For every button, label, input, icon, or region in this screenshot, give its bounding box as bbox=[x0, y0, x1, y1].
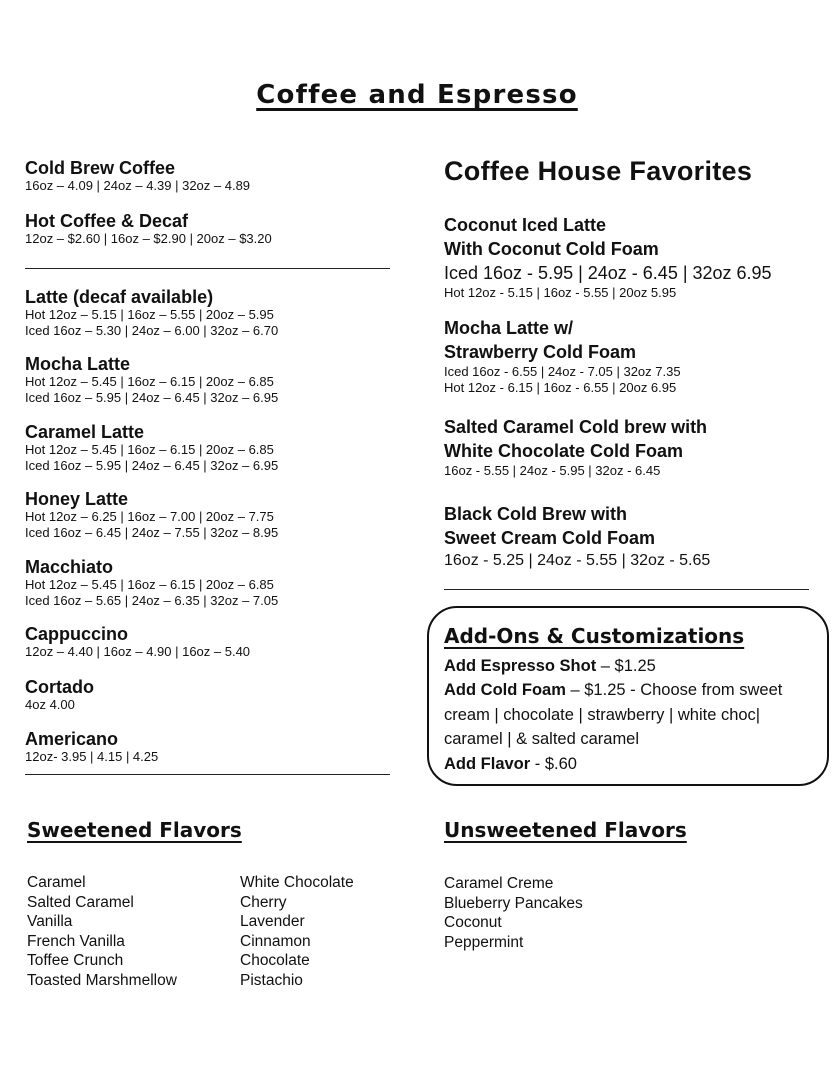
item-name: Mocha Latte bbox=[25, 354, 131, 374]
item-price-line: 12oz- 3.95 | 4.15 | 4.25 bbox=[25, 749, 159, 764]
flavor-item: Lavender bbox=[240, 913, 305, 930]
addon-foam-options: caramel | & salted caramel bbox=[444, 730, 640, 748]
item-name: Americano bbox=[25, 729, 119, 749]
menu-item-honey-latte bbox=[25, 489, 405, 541]
flavor-item: Vanilla bbox=[27, 913, 73, 930]
item-price-line: Iced 16oz – 6.45 | 24oz – 7.55 | 32oz – 8.95 bbox=[25, 525, 279, 540]
sweetened-list-col2 bbox=[240, 873, 354, 990]
item-price-line: 16oz - 5.25 | 24oz - 5.55 | 32oz - 5.65 bbox=[444, 552, 711, 569]
addon-cold-foam bbox=[444, 678, 782, 702]
divider bbox=[25, 268, 390, 269]
menu-item-hot-coffee bbox=[25, 211, 405, 247]
menu-item-americano bbox=[25, 729, 405, 765]
addon-price: – $1.25 - Choose from sweet bbox=[565, 681, 783, 699]
menu-item-cold-brew bbox=[25, 158, 405, 194]
menu-item-latte bbox=[25, 287, 405, 339]
flavor-item: Salted Caramel bbox=[27, 893, 134, 911]
item-price-line: 16oz – 4.09 | 24oz – 4.39 | 32oz – 4.89 bbox=[25, 178, 251, 193]
item-price-line: Hot 12oz – 5.45 | 16oz – 6.15 | 20oz – 6.85 bbox=[25, 442, 274, 457]
favorite-salted-caramel bbox=[444, 415, 829, 479]
item-name: Cortado bbox=[25, 677, 94, 697]
flavor-item: Cherry bbox=[240, 893, 287, 911]
item-price-line: Hot 12oz – 5.45 | 16oz – 6.15 | 20oz – 6.85 bbox=[25, 577, 274, 592]
item-name: Black Cold Brew with bbox=[444, 504, 628, 524]
addon-price: - $.60 bbox=[530, 755, 577, 773]
item-name: Caramel Latte bbox=[25, 422, 145, 442]
flavor-item: Toasted Marshmellow bbox=[27, 971, 177, 989]
addon-label: Add Cold Foam bbox=[444, 681, 566, 699]
addon-label: Add Flavor bbox=[444, 755, 531, 773]
flavor-item: Peppermint bbox=[444, 933, 524, 951]
favorite-black-cold-brew bbox=[444, 502, 829, 572]
item-name: Coconut Iced Latte bbox=[444, 215, 607, 235]
menu-item-mocha-latte bbox=[25, 354, 405, 406]
item-price-line: 4oz 4.00 bbox=[25, 697, 75, 712]
addon-espresso bbox=[444, 654, 656, 678]
item-name: Latte (decaf available) bbox=[25, 287, 214, 307]
flavor-item: Caramel bbox=[27, 874, 86, 891]
sweetened-list-col1 bbox=[27, 873, 177, 990]
page-title: Coffee and Espresso bbox=[256, 80, 578, 110]
item-price-line: Iced 16oz – 5.65 | 24oz – 6.35 | 32oz – 7.05 bbox=[25, 593, 279, 608]
divider bbox=[25, 774, 390, 775]
item-price-line: 16oz - 5.55 | 24oz - 5.95 | 32oz - 6.45 bbox=[444, 463, 661, 478]
item-price-line: Hot 12oz - 5.15 | 16oz - 5.55 | 20oz 5.95 bbox=[444, 285, 677, 300]
addon-label: Add Espresso Shot bbox=[444, 657, 597, 675]
menu-item-macchiato bbox=[25, 557, 405, 609]
flavor-item: Cinnamon bbox=[240, 932, 311, 950]
flavor-item: Caramel Creme bbox=[444, 875, 554, 892]
menu-item-caramel-latte bbox=[25, 422, 405, 474]
item-price-line: 12oz – $2.60 | 16oz – $2.90 | 20oz – $3.20 bbox=[25, 231, 272, 246]
divider bbox=[444, 589, 809, 590]
addons-heading: Add-Ons & Customizations bbox=[444, 624, 745, 648]
sweetened-heading: Sweetened Flavors bbox=[27, 818, 242, 842]
flavor-item: Pistachio bbox=[240, 971, 303, 989]
flavor-item: French Vanilla bbox=[27, 932, 125, 950]
item-price-line: Iced 16oz - 6.55 | 24oz - 7.05 | 32oz 7.35 bbox=[444, 364, 681, 379]
flavor-item: Coconut bbox=[444, 914, 502, 931]
favorite-mocha-strawberry bbox=[444, 316, 829, 396]
item-price-line: Hot 12oz – 5.45 | 16oz – 6.15 | 20oz – 6.85 bbox=[25, 374, 274, 389]
item-price-line: Hot 12oz – 5.15 | 16oz – 5.55 | 20oz – 5.95 bbox=[25, 307, 274, 322]
item-price-line: Iced 16oz - 5.95 | 24oz - 6.45 | 32oz 6.95 bbox=[444, 263, 772, 283]
item-price-line: 12oz – 4.40 | 16oz – 4.90 | 16oz – 5.40 bbox=[25, 644, 251, 659]
item-price-line: Hot 12oz – 6.25 | 16oz – 7.00 | 20oz – 7.75 bbox=[25, 509, 274, 524]
unsweetened-list bbox=[444, 874, 583, 952]
flavor-item: Toffee Crunch bbox=[27, 952, 124, 969]
flavor-item: Blueberry Pancakes bbox=[444, 894, 583, 912]
item-name: Macchiato bbox=[25, 557, 114, 577]
item-name: Honey Latte bbox=[25, 489, 129, 509]
unsweetened-heading: Unsweetened Flavors bbox=[444, 818, 687, 842]
addon-price: – $1.25 bbox=[596, 657, 656, 675]
addon-foam-options: cream | chocolate | strawberry | white choc| bbox=[444, 706, 761, 724]
item-name: Salted Caramel Cold brew with bbox=[444, 417, 708, 437]
item-name: Strawberry Cold Foam bbox=[444, 342, 637, 362]
flavor-item: White Chocolate bbox=[240, 874, 354, 891]
item-price-line: Hot 12oz - 6.15 | 16oz - 6.55 | 20oz 6.95 bbox=[444, 380, 677, 395]
item-name: Cold Brew Coffee bbox=[25, 158, 176, 178]
favorite-coconut-latte bbox=[444, 213, 829, 301]
item-name: White Chocolate Cold Foam bbox=[444, 441, 684, 461]
item-name: With Coconut Cold Foam bbox=[444, 239, 659, 259]
favorites-heading: Coffee House Favorites bbox=[444, 156, 753, 186]
menu-item-cappuccino bbox=[25, 624, 405, 660]
flavor-item: Chocolate bbox=[240, 952, 310, 969]
item-name: Cappuccino bbox=[25, 624, 129, 644]
item-price-line: Iced 16oz – 5.30 | 24oz – 6.00 | 32oz – 6.70 bbox=[25, 323, 279, 338]
item-name: Sweet Cream Cold Foam bbox=[444, 528, 656, 548]
addon-flavor bbox=[444, 752, 577, 776]
item-name: Hot Coffee & Decaf bbox=[25, 211, 189, 231]
item-price-line: Iced 16oz – 5.95 | 24oz – 6.45 | 32oz – 6.95 bbox=[25, 458, 279, 473]
menu-item-cortado bbox=[25, 677, 405, 713]
item-name: Mocha Latte w/ bbox=[444, 318, 574, 338]
item-price-line: Iced 16oz – 5.95 | 24oz – 6.45 | 32oz – 6.95 bbox=[25, 390, 279, 405]
